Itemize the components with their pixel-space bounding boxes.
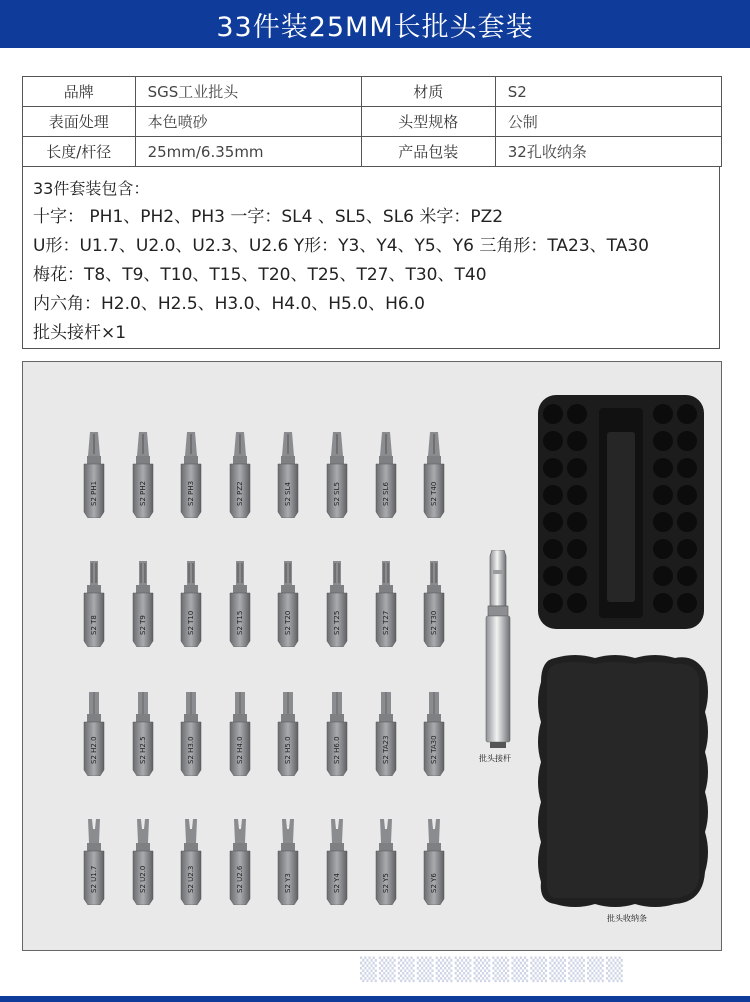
spec-value: S2 bbox=[495, 77, 721, 107]
bit-s2-sl6 bbox=[371, 432, 401, 518]
bit-s2-t40 bbox=[419, 432, 449, 518]
table-row bbox=[23, 77, 722, 107]
bit-label: S2 T15 bbox=[235, 610, 244, 635]
bit-s2-y5 bbox=[371, 819, 401, 905]
table-row bbox=[23, 107, 722, 137]
bit-label: S2 T30 bbox=[430, 610, 439, 635]
bit-label: S2 H3.0 bbox=[187, 736, 196, 764]
contents-line: U形：U1.7、U2.0、U2.3、U2.6 Y形：Y3、Y4、Y5、Y6 三角形：TA23、TA30 bbox=[33, 236, 650, 256]
bit-s2-t10 bbox=[176, 561, 206, 647]
bit-s2-t15 bbox=[225, 561, 255, 647]
spec-value: 25mm/6.35mm bbox=[135, 137, 361, 167]
contents-line: 梅花：T8、T9、T10、T15、T20、T25、T27、T30、T40 bbox=[33, 265, 487, 285]
bit-s2-t9 bbox=[128, 561, 158, 647]
spec-value: SGS工业批头 bbox=[135, 77, 361, 107]
storage-case-image bbox=[535, 392, 707, 632]
title-banner bbox=[0, 0, 750, 48]
extension-rod-image bbox=[478, 550, 518, 750]
spec-value: 公制 bbox=[495, 107, 721, 137]
package-contents bbox=[22, 166, 720, 349]
bit-label: S2 T9 bbox=[138, 615, 147, 635]
bit-label: S2 T25 bbox=[333, 610, 341, 635]
bit-s2-y3 bbox=[273, 819, 303, 905]
bit-label: S2 PH2 bbox=[138, 480, 147, 506]
bit-s2-h5.0 bbox=[273, 690, 303, 776]
spec-key: 长度/杆径 bbox=[23, 137, 136, 167]
bit-label: S2 SL5 bbox=[333, 482, 341, 506]
bit-s2-u2.3 bbox=[176, 819, 206, 905]
contents-line: 内六角：H2.0、H2.5、H3.0、H4.0、H5.0、H6.0 bbox=[33, 294, 425, 314]
bit-label: S2 Y6 bbox=[430, 873, 439, 893]
bit-s2-ta30 bbox=[419, 690, 449, 776]
bit-s2-h6.0 bbox=[322, 690, 352, 776]
watermark: ▒▒▒▒▒▒▒▒▒▒▒▒▒▒ bbox=[360, 958, 625, 983]
case-lid-image bbox=[535, 652, 713, 910]
bottom-bar bbox=[0, 996, 750, 1002]
table-row bbox=[23, 137, 722, 167]
bit-s2-h3.0 bbox=[176, 690, 206, 776]
bit-s2-h4.0 bbox=[225, 690, 255, 776]
bit-s2-t27 bbox=[371, 561, 401, 647]
bit-label: S2 U2.3 bbox=[187, 865, 196, 893]
bit-label: S2 T40 bbox=[430, 481, 439, 506]
spec-key: 产品包装 bbox=[361, 137, 495, 167]
bit-label: S2 U1.7 bbox=[90, 865, 98, 893]
spec-key: 表面处理 bbox=[23, 107, 136, 137]
bit-label: S2 H4.0 bbox=[235, 736, 244, 764]
bit-s2-t20 bbox=[273, 561, 303, 647]
contents-line: 批头接杆×1 bbox=[33, 323, 127, 343]
spec-table bbox=[22, 76, 722, 167]
bit-s2-h2.5 bbox=[128, 690, 158, 776]
bit-label: S2 Y4 bbox=[333, 873, 341, 893]
rod-label: 批头接杆 bbox=[479, 754, 511, 763]
bit-label: S2 Y3 bbox=[284, 873, 293, 893]
bit-s2-ta23 bbox=[371, 690, 401, 776]
contents-line: 十字： PH1、PH2、PH3 一字：SL4 、SL5、SL6 米字：PZ2 bbox=[33, 207, 504, 227]
bit-s2-t8 bbox=[79, 561, 109, 647]
bit-s2-h2.0 bbox=[79, 690, 109, 776]
bit-label: S2 T20 bbox=[284, 610, 293, 635]
bit-label: S2 SL4 bbox=[284, 482, 293, 506]
bit-s2-ph3 bbox=[176, 432, 206, 518]
bit-s2-u1.7 bbox=[79, 819, 109, 905]
bit-s2-pz2 bbox=[225, 432, 255, 518]
bit-label: S2 H2.0 bbox=[90, 736, 98, 764]
page-title: 33件装25MM长批头套装 bbox=[216, 11, 534, 43]
bit-s2-u2.6 bbox=[225, 819, 255, 905]
contents-heading: 33件套装包含： bbox=[33, 179, 150, 198]
bit-label: S2 TA30 bbox=[430, 735, 439, 764]
bit-label: S2 PH3 bbox=[187, 480, 196, 506]
spec-key: 材质 bbox=[361, 77, 495, 107]
bit-s2-y4 bbox=[322, 819, 352, 905]
bit-label: S2 U2.0 bbox=[138, 865, 147, 893]
bit-s2-ph1 bbox=[79, 432, 109, 518]
bit-label: S2 H6.0 bbox=[333, 736, 341, 764]
bit-s2-t30 bbox=[419, 561, 449, 647]
bit-s2-y6 bbox=[419, 819, 449, 905]
bit-label: S2 H5.0 bbox=[284, 736, 293, 764]
spec-key: 品牌 bbox=[23, 77, 136, 107]
bit-s2-t25 bbox=[322, 561, 352, 647]
bit-s2-ph2 bbox=[128, 432, 158, 518]
case-label: 批头收纳条 bbox=[607, 914, 647, 923]
bit-label: S2 T8 bbox=[90, 615, 98, 635]
spec-key: 头型规格 bbox=[361, 107, 495, 137]
spec-value: 32孔收纳条 bbox=[495, 137, 721, 167]
bit-label: S2 PZ2 bbox=[235, 481, 244, 506]
bit-label: S2 Y5 bbox=[381, 873, 390, 893]
bit-label: S2 U2.6 bbox=[235, 865, 244, 893]
bit-label: S2 TA23 bbox=[381, 735, 390, 764]
bit-label: S2 SL6 bbox=[381, 482, 390, 506]
bit-s2-sl4 bbox=[273, 432, 303, 518]
bit-label: S2 T27 bbox=[381, 610, 390, 635]
bit-label: S2 T10 bbox=[187, 610, 196, 635]
spec-value: 本色喷砂 bbox=[135, 107, 361, 137]
bit-label: S2 PH1 bbox=[90, 480, 98, 506]
bit-s2-sl5 bbox=[322, 432, 352, 518]
bit-label: S2 H2.5 bbox=[138, 736, 147, 764]
bit-s2-u2.0 bbox=[128, 819, 158, 905]
product-photo bbox=[22, 361, 722, 951]
